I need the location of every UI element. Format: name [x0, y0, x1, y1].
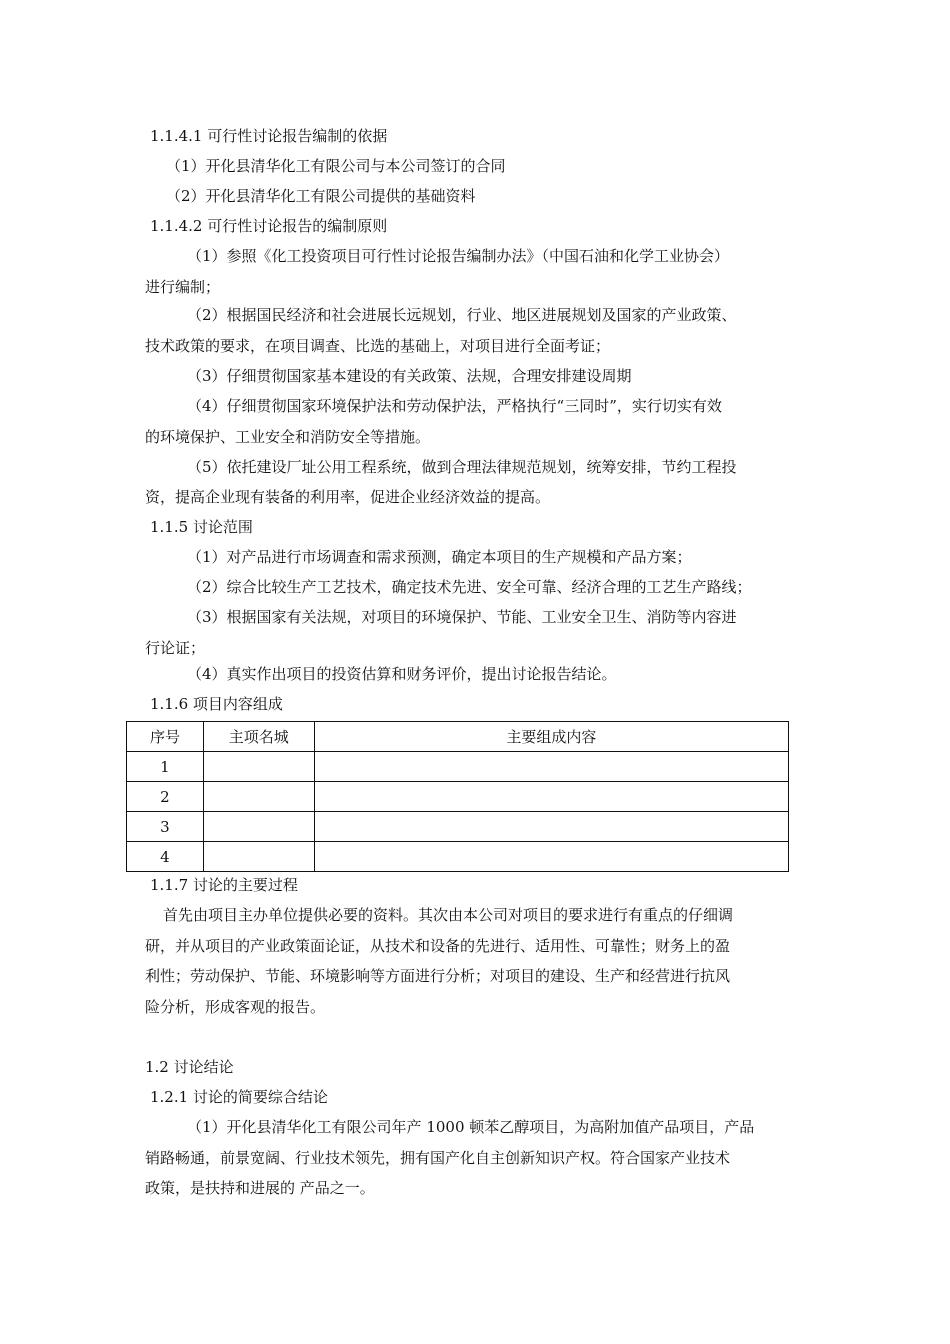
paragraph-line: （4）仔细贯彻国家环境保护法和劳动保护法，严格执行“三同时”，实行切实有效 [187, 397, 722, 415]
paragraph-line: （1）开化县清华化工有限公司年产 1000 顿苯乙醇项目，为高附加值产品项目，产品 [187, 1118, 755, 1136]
table-row [127, 782, 789, 812]
heading-1-1-4-1: 1.1.4.1 可行性讨论报告编制的依据 [150, 127, 388, 145]
table-cell [203, 782, 314, 812]
table-cell [314, 782, 788, 812]
heading-1-1-5: 1.1.5 讨论范围 [150, 518, 253, 536]
table-cell [314, 752, 788, 782]
table-cell [314, 812, 788, 842]
paragraph-line: （3）仔细贯彻国家基本建设的有关政策、法规，合理安排建设周期 [187, 367, 632, 385]
paragraph-line: 研，并从项目的产业政策面论证，从技术和设备的先进行、适用性、可靠性；财务上的盈 [145, 937, 731, 955]
list-item: （1）开化县清华化工有限公司与本公司签订的合同 [166, 157, 506, 175]
paragraph-line: （2）综合比较生产工艺技术，确定技术先进、安全可靠、经济合理的工艺生产路线； [187, 578, 752, 596]
table-row [127, 812, 789, 842]
heading-1-2: 1.2 讨论结论 [145, 1058, 234, 1076]
list-item: （2）开化县清华化工有限公司提供的基础资料 [166, 187, 476, 205]
heading-1-1-6: 1.1.6 项目内容组成 [150, 695, 283, 713]
paragraph-line: （1）参照《化工投资项目可行性讨论报告编制办法》（中国石油和化学工业协会） [187, 247, 730, 265]
paragraph-line: （5）依托建设厂址公用工程系统，做到合理法律规范规划，统筹安排，节约工程投 [187, 458, 737, 476]
heading-1-1-4-2: 1.1.4.2 可行性讨论报告的编制原则 [150, 217, 388, 235]
table-cell: 4 [127, 842, 204, 872]
table-cell: 3 [127, 812, 204, 842]
header-cell-content: 主要组成内容 [314, 722, 788, 752]
header-cell-item-name: 主项名城 [203, 722, 314, 752]
paragraph-line: 政策，是扶持和进展的 产品之一。 [145, 1179, 375, 1197]
heading-1-2-1: 1.2.1 讨论的简要综合结论 [150, 1088, 328, 1106]
paragraph-line: 的环境保护、工业安全和消防安全等措施。 [145, 428, 431, 446]
paragraph-line: 技术政策的要求，在项目调查、比选的基础上，对项目进行全面考证； [145, 337, 611, 355]
table-row [127, 842, 789, 872]
paragraph-line: （2）根据国民经济和社会进展长远规划，行业、地区进展规划及国家的产业政策、 [187, 306, 737, 324]
project-content-table [126, 721, 789, 872]
paragraph-line: （3）根据国家有关法规，对项目的环境保护、节能、工业安全卫生、消防等内容进 [187, 608, 737, 626]
paragraph-line: 首先由项目主办单位提供必要的资料。其次由本公司对项目的要求进行有重点的仔细调 [163, 906, 734, 924]
paragraph-line: （1）对产品进行市场调查和需求预测，确定本项目的生产规模和产品方案； [187, 548, 692, 566]
paragraph-line: 行论证； [145, 639, 206, 657]
paragraph-line: 利性；劳动保护、节能、环境影响等方面进行分析；对项目的建设、生产和经营进行抗风 [145, 967, 731, 985]
paragraph-line: 进行编制； [145, 278, 221, 296]
table-cell: 2 [127, 782, 204, 812]
paragraph-line: 销路畅通，前景宽阔、行业技术领先，拥有国产化自主创新知识产权。符合国家产业技术 [145, 1149, 731, 1167]
table-cell [203, 752, 314, 782]
header-cell-index: 序号 [127, 722, 204, 752]
paragraph-line: 资，提高企业现有装备的利用率，促进企业经济效益的提高。 [145, 488, 551, 506]
table-row [127, 752, 789, 782]
paragraph-line: （4）真实作出项目的投资估算和财务评价，提出讨论报告结论。 [187, 665, 617, 683]
table-cell: 1 [127, 752, 204, 782]
heading-1-1-7: 1.1.7 讨论的主要过程 [150, 876, 298, 894]
table-cell [203, 812, 314, 842]
table-cell [203, 842, 314, 872]
table-cell [314, 842, 788, 872]
paragraph-line: 险分析，形成客观的报告。 [145, 998, 326, 1016]
table-header-row [127, 722, 789, 752]
